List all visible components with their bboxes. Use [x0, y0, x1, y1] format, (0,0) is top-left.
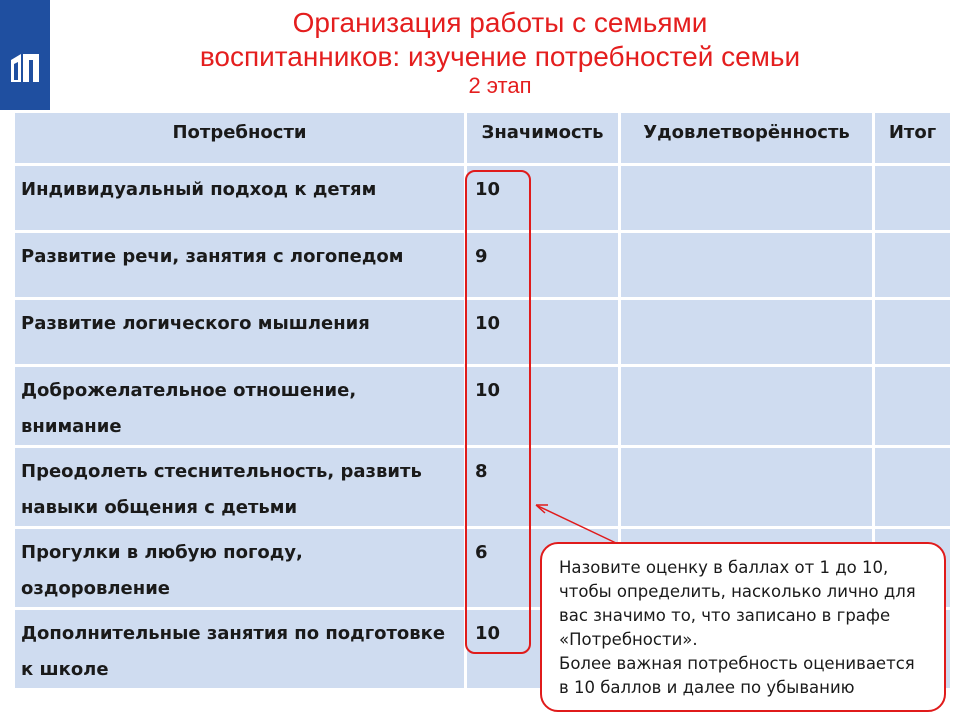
need-cell: Прогулки в любую погоду, оздоровление [14, 528, 466, 609]
need-cell: Развитие речи, занятия с логопедом [14, 232, 466, 299]
need-cell: Доброжелательное отношение, внимание [14, 366, 466, 447]
callout-line: чтобы определить, насколько лично для [559, 582, 916, 601]
header-importance: Значимость [466, 112, 620, 165]
satisfaction-cell [620, 366, 874, 447]
header-total: Итог [874, 112, 952, 165]
importance-cell: 9 [466, 232, 620, 299]
satisfaction-cell [620, 165, 874, 232]
stage-label: 2 этап [468, 73, 532, 98]
importance-cell: 10 [466, 165, 620, 232]
title-line-1: Организация работы с семьями [292, 7, 708, 38]
importance-cell: 10 [466, 366, 620, 447]
need-cell: Индивидуальный подход к детям [14, 165, 466, 232]
satisfaction-cell [620, 299, 874, 366]
header-satisfaction: Удовлетворённость [620, 112, 874, 165]
importance-cell: 6 [466, 528, 620, 609]
importance-cell: 10 [466, 609, 620, 690]
callout-line: Более важная потребность оценивается [559, 654, 915, 673]
total-cell [874, 299, 952, 366]
need-cell: Дополнительные занятия по подготовке к школе [14, 609, 466, 690]
title-line-2: воспитанников: изучение потребностей семьи [199, 41, 801, 72]
callout-line: «Потребности». [559, 630, 698, 649]
total-cell [874, 232, 952, 299]
table-header-row [14, 112, 952, 165]
header-needs: Потребности [14, 112, 466, 165]
satisfaction-cell [620, 232, 874, 299]
total-cell [874, 366, 952, 447]
callout-line: вас значимо то, что записано в графе [559, 606, 891, 625]
logo-bar [0, 0, 50, 110]
importance-cell: 10 [466, 299, 620, 366]
importance-column-highlight [465, 170, 531, 654]
slide-title [60, 6, 940, 98]
total-cell [874, 447, 952, 528]
university-logo-icon [9, 50, 41, 86]
need-cell: Развитие логического мышления [14, 299, 466, 366]
callout-line: Назовите оценку в баллах от 1 до 10, [559, 558, 889, 577]
need-cell: Преодолеть стеснительность, развить навыки общения с детьми [14, 447, 466, 528]
satisfaction-cell [620, 447, 874, 528]
importance-cell: 8 [466, 447, 620, 528]
total-cell [874, 165, 952, 232]
callout-line: в 10 баллов и далее по убыванию [559, 678, 855, 697]
instruction-callout [540, 542, 946, 712]
